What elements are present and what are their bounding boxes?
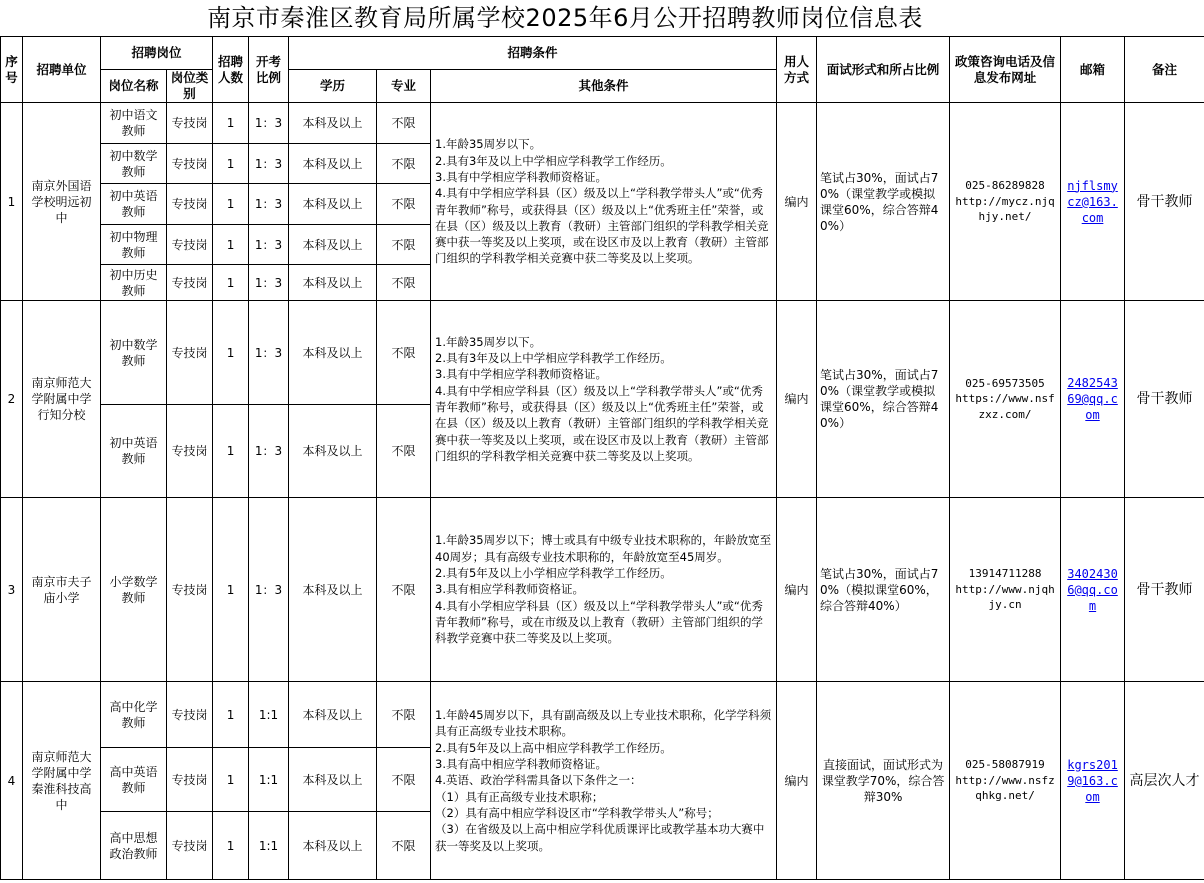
position-name: 初中数学教师 [101,144,167,184]
recruitment-table [0,36,1204,880]
position-major: 不限 [377,144,431,184]
position-major: 不限 [377,682,431,748]
position-ratio: 1:1 [249,682,289,748]
position-name: 高中思想政治教师 [101,812,167,880]
contact-url: https://www.nsfzxz.com/ [955,392,1055,421]
position-count: 1 [213,225,249,265]
email-cell [1061,301,1125,498]
email-link[interactable]: njflsmycz@163.com [1067,178,1118,225]
header-contact: 政策咨询电话及信息发布网址 [950,37,1061,103]
position-ratio: 1：3 [249,144,289,184]
position-count: 1 [213,498,249,682]
position-type: 专技岗 [167,682,213,748]
email-link[interactable]: kgrs2019@163.com [1067,757,1118,804]
position-ratio: 1：3 [249,498,289,682]
interview-cell: 笔试占30%，面试占70%（课堂教学或模拟课堂60%，综合答辩40%） [817,301,950,498]
note-cell: 骨干教师 [1125,103,1204,301]
seq-cell: 2 [1,301,23,498]
interview-cell: 直接面试，面试形式为课堂教学70%，综合答辩30% [817,682,950,880]
group-4 [1,682,1204,880]
unit-cell: 南京师范大学附属中学行知分校 [23,301,101,498]
seq-cell: 1 [1,103,23,301]
position-education: 本科及以上 [289,184,377,225]
header-note: 备注 [1125,37,1204,103]
position-ratio: 1：3 [249,103,289,144]
position-ratio: 1:1 [249,748,289,812]
group-2 [1,301,1204,498]
position-major: 不限 [377,265,431,301]
header-education: 学历 [289,70,377,103]
position-type: 专技岗 [167,301,213,405]
position-education: 本科及以上 [289,748,377,812]
other-conditions: 1.年龄35周岁以下。 2.具有3年及以上中学相应学科教学工作经历。 3.具有中学相应学科教师资格证。 4.具有中学相应学科县（区）级及以上“学科教学带头人”或“优秀青年教师”称号，或获得县（区）级及以上“优秀班主任”荣誉，或在县（区）级及以上教育（教研）主管部门组织的学科教学相关竞赛中获一等奖及以上奖项，或在设区市及以上教育（教研）主管部门组织的学科教学相关竞赛中获二等奖及以上奖项。 [431,301,777,498]
position-name: 初中语文教师 [101,103,167,144]
position-ratio: 1：3 [249,184,289,225]
position-major: 不限 [377,301,431,405]
position-type: 专技岗 [167,144,213,184]
position-name: 初中物理教师 [101,225,167,265]
header-position-type: 岗位类别 [167,70,213,103]
table-header [1,37,1204,103]
position-type: 专技岗 [167,748,213,812]
position-education: 本科及以上 [289,265,377,301]
other-conditions: 1.年龄35周岁以下。 2.具有3年及以上中学相应学科教学工作经历。 3.具有中学相应学科教师资格证。 4.具有中学相应学科县（区）级及以上“学科教学带头人”或“优秀青年教师”称号，或获得县（区）级及以上“优秀班主任”荣誉，或在县（区）级及以上教育（教研）主管部门组织的学科教学相关竞赛中获一等奖及以上奖项，或在设区市及以上教育（教研）主管部门组织的学科教学相关竞赛中获二等奖及以上奖项。 [431,103,777,301]
position-count: 1 [213,301,249,405]
other-conditions: 1.年龄35周岁以下；博士或具有中级专业技术职称的，年龄放宽至40周岁；具有高级专业技术职称的，年龄放宽至45周岁。 2.具有5年及以上小学相应学科教学工作经历。 3.具有相应学科教师资格证。 4.具有小学相应学科县（区）级及以上“学科教学带头人”或“优秀青年教师”称号，或在市级及以上教育（教研）主管部门组织的学科教学竞赛中获二等奖及以上奖项。 [431,498,777,682]
contact-cell [950,103,1061,301]
position-count: 1 [213,103,249,144]
page-title: 南京市秦淮区教育局所属学校2025年6月公开招聘教师岗位信息表 [207,4,923,32]
other-conditions: 1.年龄45周岁以下，具有副高级及以上专业技术职称，化学学科须具有正高级专业技术职称。 2.具有5年及以上高中相应学科教学工作经历。 3.具有高中相应学科教师资格证。 4.英语、政治学科需具备以下条件之一： （1）具有正高级专业技术职称； （2）具有高中相应学科设区市“学科教学带头人”称号； （3）在省级及以上高中相应学科优质课评比或教学基本功大赛中获一等奖及以上奖项。 [431,682,777,880]
contact-url: http://www.njqhjy.cn [955,582,1055,612]
contact-url: http://www.nsfzqhkg.net/ [955,773,1055,803]
header-position-group: 招聘岗位 [101,37,213,70]
employment-cell: 编内 [777,498,817,682]
header-email: 邮箱 [1061,37,1125,103]
position-count: 1 [213,405,249,498]
employment-cell: 编内 [777,301,817,498]
employment-cell: 编内 [777,103,817,301]
contact-cell [950,498,1061,682]
position-education: 本科及以上 [289,812,377,880]
contact-phone: 025-86289828 [965,179,1045,193]
unit-cell: 南京市夫子庙小学 [23,498,101,682]
position-ratio: 1：3 [249,265,289,301]
position-education: 本科及以上 [289,405,377,498]
position-major: 不限 [377,184,431,225]
header-count: 招聘人数 [213,37,249,103]
seq-cell: 4 [1,682,23,880]
note-cell: 骨干教师 [1125,301,1204,498]
position-education: 本科及以上 [289,144,377,184]
unit-cell: 南京师范大学附属中学秦淮科技高中 [23,682,101,880]
note-cell: 高层次人才 [1125,682,1204,880]
position-type: 专技岗 [167,498,213,682]
position-education: 本科及以上 [289,498,377,682]
header-position-name: 岗位名称 [101,70,167,103]
contact-cell [950,682,1061,880]
email-link[interactable]: 248254369@qq.com [1067,376,1118,422]
header-conditions: 招聘条件 [289,37,777,70]
position-name: 小学数学教师 [101,498,167,682]
position-ratio: 1：3 [249,225,289,265]
position-name: 高中英语教师 [101,748,167,812]
interview-cell: 笔试占30%，面试占70%（课堂教学或模拟课堂60%，综合答辩40%） [817,103,950,301]
group-3 [1,498,1204,682]
email-link[interactable]: 34024306@qq.com [1067,566,1118,613]
position-name: 初中数学教师 [101,301,167,405]
position-count: 1 [213,144,249,184]
position-major: 不限 [377,405,431,498]
group-1 [1,103,1204,301]
position-count: 1 [213,748,249,812]
position-major: 不限 [377,498,431,682]
position-count: 1 [213,265,249,301]
header-employment: 用人方式 [777,37,817,103]
position-count: 1 [213,812,249,880]
header-other: 其他条件 [431,70,777,103]
email-cell [1061,498,1125,682]
position-major: 不限 [377,812,431,880]
contact-url: http://mycz.njqhjy.net/ [955,194,1055,224]
seq-cell: 3 [1,498,23,682]
header-unit: 招聘单位 [23,37,101,103]
position-name: 初中英语教师 [101,405,167,498]
position-count: 1 [213,682,249,748]
contact-phone: 025-69573505 [965,376,1045,390]
position-type: 专技岗 [167,265,213,301]
position-name: 高中化学教师 [101,682,167,748]
email-cell [1061,682,1125,880]
position-education: 本科及以上 [289,682,377,748]
header-ratio: 开考比例 [249,37,289,103]
unit-cell: 南京外国语学校明远初中 [23,103,101,301]
interview-cell: 笔试占30%，面试占70%（模拟课堂60%，综合答辩40%） [817,498,950,682]
position-name: 初中历史教师 [101,265,167,301]
contact-phone: 025-58087919 [965,758,1045,772]
position-major: 不限 [377,748,431,812]
position-major: 不限 [377,103,431,144]
position-ratio: 1:1 [249,812,289,880]
header-interview: 面试形式和所占比例 [817,37,950,103]
position-education: 本科及以上 [289,103,377,144]
position-ratio: 1：3 [249,405,289,498]
header-major: 专业 [377,70,431,103]
position-education: 本科及以上 [289,225,377,265]
email-cell [1061,103,1125,301]
position-type: 专技岗 [167,103,213,144]
position-type: 专技岗 [167,405,213,498]
position-ratio: 1：3 [249,301,289,405]
position-type: 专技岗 [167,184,213,225]
position-count: 1 [213,184,249,225]
contact-cell [950,301,1061,498]
position-type: 专技岗 [167,225,213,265]
employment-cell: 编内 [777,682,817,880]
contact-phone: 13914711288 [968,567,1042,581]
position-education: 本科及以上 [289,301,377,405]
position-major: 不限 [377,225,431,265]
note-cell: 骨干教师 [1125,498,1204,682]
header-seq: 序号 [1,37,23,103]
position-type: 专技岗 [167,812,213,880]
position-name: 初中英语教师 [101,184,167,225]
